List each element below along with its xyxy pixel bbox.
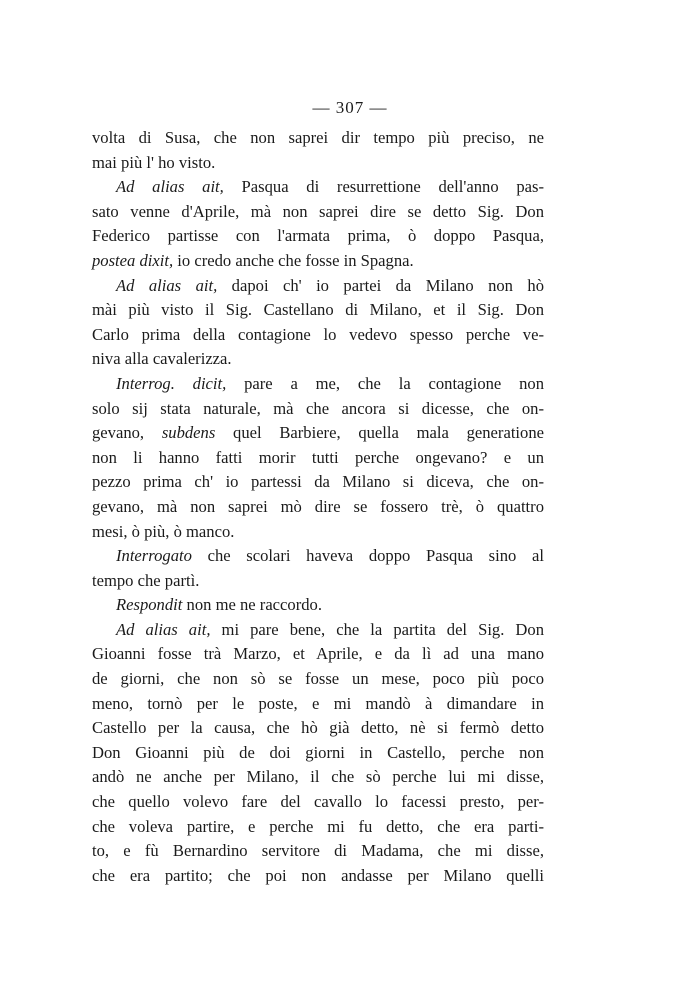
text-line xyxy=(92,642,544,667)
text-line xyxy=(92,372,544,397)
text-segment: Don Gioanni più de doi giorni in Castello, perche non xyxy=(92,742,544,762)
text-line xyxy=(92,864,544,889)
text-segment: non me ne raccordo. xyxy=(182,595,322,615)
italic-text: Interrogato xyxy=(116,546,192,566)
italic-text: postea dixit, xyxy=(92,250,174,270)
text-segment: Federico partisse con l'armata prima, ò doppo Pasqua, xyxy=(92,226,544,246)
text-line xyxy=(92,421,544,446)
text-segment: Pasqua di resurrettione dell'anno pas- xyxy=(223,177,544,197)
text-segment: tempo che partì. xyxy=(92,570,200,590)
text-segment: Gioanni fosse trà Marzo, et Aprile, e da lì ad una mano xyxy=(92,644,544,664)
text-segment: to, e fù Bernardino servitore di Madama, che mi disse, xyxy=(92,841,544,861)
text-line xyxy=(92,790,544,815)
text-segment: pezzo prima ch' io partessi da Milano si diceva, che on- xyxy=(92,472,544,492)
text-segment: solo sij stata naturale, mà che ancora si dicesse, che on- xyxy=(92,398,544,418)
text-line xyxy=(92,175,544,200)
text-line xyxy=(92,495,544,520)
text-segment: mesi, ò più, ò manco. xyxy=(92,521,235,541)
text-line xyxy=(92,569,544,594)
text-line xyxy=(92,815,544,840)
text-line xyxy=(92,347,544,372)
text-segment: gevano, mà non saprei mò dire se fossero trè, ò quattro xyxy=(92,496,544,516)
text-segment: quel Barbiere, quella mala generatione xyxy=(215,423,544,443)
italic-text: Ad alias ait, xyxy=(116,177,224,197)
text-segment: meno, tornò per le poste, e mi mandò à dimandare in xyxy=(92,693,544,713)
text-line xyxy=(92,274,544,299)
italic-text: Respondit xyxy=(116,595,183,615)
text-line xyxy=(92,126,544,151)
text-line xyxy=(92,397,544,422)
text-segment: Castello per la causa, che hò già detto, nè si fermò detto xyxy=(92,718,544,738)
page-number: — 307 — xyxy=(312,98,388,117)
text-line xyxy=(92,765,544,790)
text-line xyxy=(92,224,544,249)
text-line xyxy=(92,741,544,766)
italic-text: Ad alias ait, xyxy=(116,619,211,639)
text-line xyxy=(92,544,544,569)
text-segment: sato venne d'Aprile, mà non saprei dire se detto Sig. Don xyxy=(92,201,544,221)
italic-text: subdens xyxy=(161,423,216,443)
text-line xyxy=(92,692,544,717)
text-segment: io credo anche che fosse in Spagna. xyxy=(173,250,414,270)
text-segment: che quello volevo fare del cavallo lo facessi presto, per- xyxy=(92,792,544,812)
text-line xyxy=(92,323,544,348)
text-line xyxy=(92,249,544,274)
text-line xyxy=(92,200,544,225)
text-segment: de giorni, che non sò se fosse un mese, poco più poco xyxy=(92,669,544,689)
text-segment: niva alla cavalerizza. xyxy=(92,349,232,369)
text-segment: che voleva partire, e perche mi fu detto, che era parti- xyxy=(92,816,544,836)
text-line xyxy=(92,618,544,643)
text-line xyxy=(92,151,544,176)
text-segment: non li hanno fatti morir tutti perche ongevano? e un xyxy=(92,447,544,467)
text-segment: che era partito; che poi non andasse per Milano quelli xyxy=(92,865,544,885)
text-line xyxy=(92,298,544,323)
text-segment: mài più visto il Sig. Castellano di Milano, et il Sig. Don xyxy=(92,300,544,320)
text-segment: Carlo prima della contagione lo vedevo spesso perche ve- xyxy=(92,324,544,344)
text-segment: dapoi ch' io partei da Milano non hò xyxy=(217,275,545,295)
text-line xyxy=(92,716,544,741)
text-segment: andò ne anche per Milano, il che sò perche lui mi disse, xyxy=(92,767,544,787)
text-segment: mai più l' ho visto. xyxy=(92,152,216,172)
text-line xyxy=(92,667,544,692)
italic-text: Interrog. dicit, xyxy=(116,373,227,393)
text-segment: che scolari haveva doppo Pasqua sino al xyxy=(191,546,544,566)
body-text xyxy=(92,126,544,888)
text-segment: volta di Susa, che non saprei dir tempo più preciso, ne xyxy=(92,128,544,147)
text-line xyxy=(92,520,544,545)
italic-text: Ad alias ait, xyxy=(116,275,218,295)
text-segment: pare a me, che la contagione non xyxy=(226,373,544,393)
text-segment: mi pare bene, che la partita del Sig. Don xyxy=(210,619,545,639)
text-line xyxy=(92,470,544,495)
text-segment: gevano, xyxy=(92,423,162,443)
text-line xyxy=(92,446,544,471)
text-line xyxy=(92,593,544,618)
text-line xyxy=(92,839,544,864)
